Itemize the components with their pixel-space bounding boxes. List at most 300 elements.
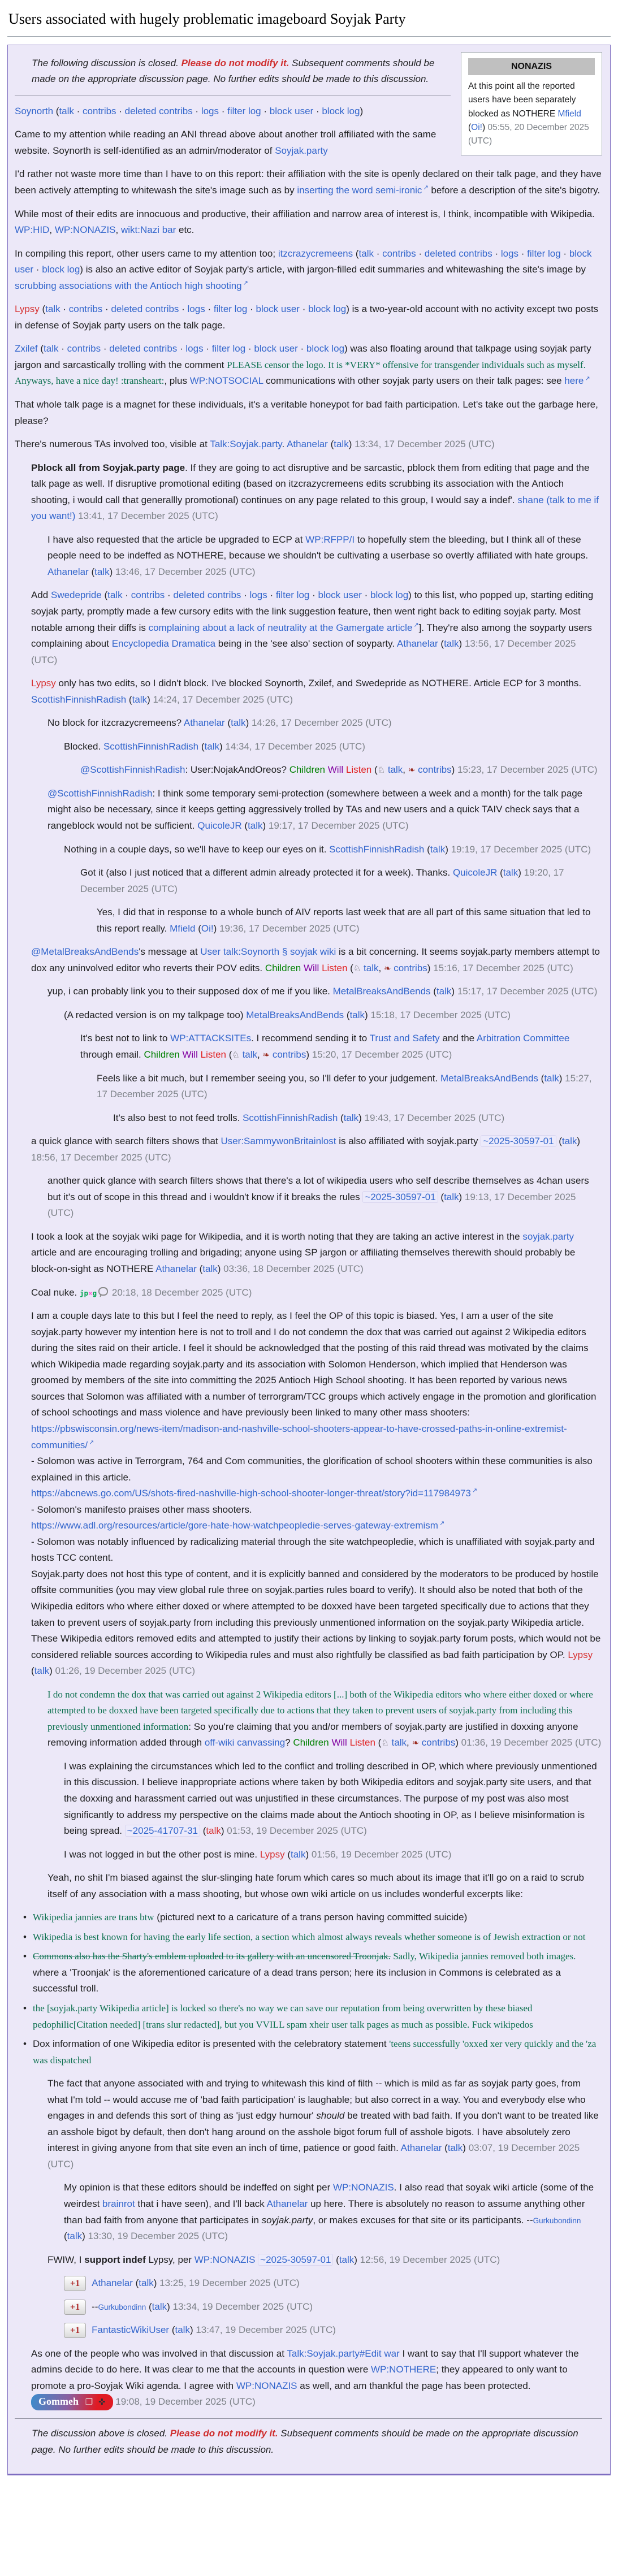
gommeh-signature-badge[interactable] [31, 2394, 113, 2410]
user-link[interactable]: Athanelar [396, 638, 438, 650]
user-tool-link[interactable]: deleted contribs [124, 105, 193, 116]
text: I was explaining the circumstances which led to the conflict and trolling described in OP, which where previously unmentioned in this discussion. I believe inappropriate actions where taken by both Wikipedia editors and soyjak.party site users, and that the doxxing and harassment carried out was unjustified in these circumstances. The purpose of my post was also most significantly to address my perspective on the claims made about the Antioch shooting in OP, as I believe misinformation is being spread. [64, 1760, 597, 1837]
discussion-post [31, 1229, 602, 1278]
timestamp: 20:18, 18 December 2025 (UTC) [111, 1287, 252, 1298]
user-link[interactable]: ScottishFinnishRadish [329, 843, 425, 855]
timestamp: 13:25, 19 December 2025 (UTC) [159, 2278, 300, 2289]
text: ( [196, 1263, 203, 1275]
user-tool-link[interactable]: logs [249, 590, 267, 601]
text: Dox information of one Wikipedia editor is presented with the celebratory statement [33, 2038, 390, 2050]
wiki-link[interactable]: talk [444, 638, 459, 650]
do-not-modify-text: Please do not modify it. [170, 2428, 278, 2439]
text: ) [49, 1665, 55, 1677]
separator: · [261, 105, 270, 116]
wiki-link[interactable]: talk [349, 1009, 365, 1020]
timestamp: 01:26, 19 December 2025 (UTC) [55, 1665, 196, 1677]
text: While most of their edits are innocuous and productive, their affiliation and narrow area of interest is, I think, incompatible with Wikipedia. [15, 208, 595, 219]
text: ( [40, 343, 44, 354]
leaf-icon[interactable]: ❧ [408, 765, 416, 776]
separator: · [116, 105, 125, 116]
wiki-link[interactable]: WP:NONAZIS [54, 224, 116, 236]
user-tool-link[interactable]: logs [500, 248, 519, 259]
text: Came to my attention while reading an ANI thread above about another troll affiliated with the same website. Soynorth is self-identified as an admin/moderator of [15, 129, 437, 156]
discussion-post [31, 460, 602, 525]
wiki-link[interactable]: talk [387, 764, 403, 776]
zebra-icon[interactable]: ♘ [377, 765, 386, 776]
zebra-icon[interactable]: ♘ [232, 1050, 240, 1060]
separator: · [247, 304, 256, 315]
text: Lypsy, per [145, 2254, 195, 2265]
text: I have also requested that the article be upgraded to ECP at [47, 534, 306, 545]
timestamp: 13:34, 19 December 2025 (UTC) [172, 2301, 313, 2312]
user-link[interactable]: Listen [345, 764, 372, 776]
user-link[interactable]: ScottishFinnishRadish [31, 694, 127, 705]
zebra-icon[interactable]: ♘ [381, 1738, 389, 1748]
temp-account-link[interactable]: ~2025-30597-01 [258, 2254, 333, 2266]
external-link[interactable]: scrubbing associations with the Antioch high shooting ↗ [15, 280, 248, 291]
zebra-icon[interactable]: ♘ [353, 963, 361, 973]
text: ) [365, 1009, 371, 1020]
leaf-icon[interactable]: ❧ [383, 963, 391, 973]
text: ( [424, 843, 430, 855]
text: - Solomon's manifesto praises other mass shooters. [31, 1504, 252, 1515]
user-tool-link[interactable]: contribs [68, 304, 103, 315]
wiki-link[interactable]: WP:NOTHERE [371, 2364, 437, 2375]
wiki-link[interactable]: talk [364, 962, 379, 973]
user-link[interactable]: MetalBreaksAndBends [246, 1009, 344, 1020]
wiki-link[interactable]: Talk:Soyjak.party [210, 439, 282, 450]
wiki-link[interactable]: talk [248, 820, 263, 831]
wiki-link[interactable]: @ScottishFinnishRadish [80, 764, 185, 776]
quoted-text: 'teens successfully 'oxxed xer very quickly and the 'za was dispatched [33, 2038, 597, 2066]
user-tool-link[interactable]: deleted contribs [111, 304, 179, 315]
user-link[interactable]: Lypsy [31, 678, 56, 689]
wiki-link[interactable]: Oi! [201, 923, 214, 934]
quote-bullet-item [15, 2036, 602, 2068]
leaf-icon[interactable]: ❧ [412, 1738, 420, 1748]
user-link[interactable]: Children [289, 764, 326, 776]
user-tool-link[interactable]: talk [45, 304, 60, 315]
user-tool-link[interactable]: contribs [131, 590, 165, 601]
text: etc. [176, 224, 195, 236]
wiki-link[interactable]: wikt:Nazi bar [120, 224, 176, 236]
temp-account-link[interactable]: ~2025-30597-01 [362, 1191, 438, 1203]
text: ) [408, 590, 412, 601]
text: ) [344, 343, 348, 354]
discussion-post [47, 1870, 602, 1902]
user-tool-link[interactable]: talk [107, 590, 123, 601]
timestamp: 13:46, 17 December 2025 (UTC) [115, 566, 256, 577]
page-title: Users associated with hugely problematic imageboard Soyjak Party [7, 6, 611, 37]
user-link[interactable]: Athanelar [92, 2278, 133, 2289]
quoted-text: Wikipedia jannies are trans btw [33, 1912, 154, 1923]
leaf-icon[interactable]: ❧ [262, 1050, 270, 1060]
text: ) [80, 264, 83, 275]
wiki-link[interactable]: talk [242, 1049, 258, 1060]
external-link[interactable]: https://www.adl.org/resources/article/gore-hate-how-watchpeopledie-serves-gateway-extremism ↗ [31, 1520, 444, 1531]
separator: · [297, 343, 306, 354]
user-tool-link[interactable]: talk [358, 248, 374, 259]
quote-bullet-item [15, 1910, 602, 1926]
user-tool-link[interactable]: deleted contribs [173, 590, 241, 601]
speech-bubble-icon[interactable] [98, 1287, 108, 1296]
wiki-link[interactable]: talk [436, 986, 452, 997]
user-tool-link[interactable]: filter log [227, 105, 261, 116]
text: ) [445, 843, 451, 855]
separator: · [179, 304, 188, 315]
user-link[interactable]: QuicoleJR [452, 867, 498, 878]
user-tool-link[interactable]: talk [44, 343, 59, 354]
text: ) [360, 105, 364, 116]
user-tool-link[interactable]: logs [201, 105, 219, 116]
user-link[interactable]: Lypsy [568, 1649, 593, 1660]
text: Add [31, 590, 51, 601]
divider-bottom [15, 2418, 602, 2419]
user-tool-link[interactable]: filter log [527, 248, 561, 259]
user-link[interactable]: Will [331, 1737, 347, 1748]
user-link[interactable]: ScottishFinnishRadish [103, 741, 199, 752]
separator: · [101, 343, 110, 354]
text: Blocked. [64, 741, 103, 752]
text: It's also best to not feed trolls. [113, 1112, 243, 1123]
user-link[interactable]: Athanelar [266, 2198, 308, 2210]
user-link[interactable]: Lypsy [15, 304, 40, 315]
text: ( [31, 1665, 34, 1677]
user-tool-link[interactable]: filter log [213, 304, 248, 315]
user-tool-link[interactable]: block user [318, 590, 362, 601]
separator: · [518, 248, 528, 259]
text: ) [459, 638, 465, 650]
text: (A redacted version is on my talkpage too) [64, 1009, 247, 1020]
user-link[interactable]: MetalBreaksAndBends [332, 986, 431, 997]
closed-notice-bottom [32, 2426, 597, 2458]
user-link[interactable]: Athanelar [155, 1263, 197, 1275]
italic-text: soyjak.party [261, 2214, 313, 2226]
user-link[interactable]: Gurkubondinn [533, 2216, 581, 2225]
user-link[interactable]: jp [80, 1288, 89, 1297]
wiki-link[interactable]: talk [94, 566, 110, 577]
wiki-link[interactable]: @MetalBreaksAndBends [31, 946, 139, 958]
timestamp: 01:36, 19 December 2025 (UTC) [461, 1737, 602, 1748]
discussion-post [80, 762, 602, 778]
user-link[interactable]: itzcrazycremeens [278, 248, 353, 259]
quote-bullet-item [15, 1949, 602, 1997]
discussion-post [47, 2252, 602, 2268]
discussion-post [31, 1285, 602, 1301]
timestamp: 03:36, 18 December 2025 (UTC) [223, 1263, 364, 1275]
separator: · [58, 343, 67, 354]
text: ( [333, 2254, 339, 2265]
wiki-link[interactable]: Soyjak.party [275, 145, 328, 156]
user-link[interactable]: Athanelar [47, 566, 89, 577]
bold-text: support indef [84, 2254, 146, 2265]
user-tool-link[interactable]: deleted contribs [424, 248, 492, 259]
separator: · [122, 590, 131, 601]
text: : I think some temporary semi-protection (somewhere between a week and a month) for the talk page might also be necessary, since it keeps getting aggressively trolled by TAs and new users and a quick TAIV check says that a rangeblock would not be sufficient. [47, 787, 583, 831]
user-tool-link[interactable]: block log [370, 590, 409, 601]
timestamp: 19:19, 17 December 2025 (UTC) [451, 843, 591, 855]
wiki-link[interactable]: @ScottishFinnishRadish [47, 787, 153, 799]
user-link[interactable]: Will [182, 1049, 198, 1060]
discussion-post [15, 397, 602, 429]
wiki-link[interactable]: WP:NONAZIS [236, 2380, 297, 2391]
discussion-post [15, 341, 602, 389]
wiki-link[interactable]: talk [339, 2254, 355, 2265]
text: ( [104, 590, 108, 601]
user-link[interactable]: Children [293, 1737, 329, 1748]
wiki-link[interactable]: User talk:Soynorth § soyjak wiki [200, 946, 336, 958]
wiki-link[interactable]: talk [175, 2324, 190, 2336]
user-link[interactable]: Mfield [558, 109, 581, 119]
wiki-link[interactable]: talk [132, 694, 148, 705]
user-tool-link[interactable]: logs [185, 343, 204, 354]
discussion-post [15, 246, 602, 295]
wiki-link[interactable]: talk [204, 741, 219, 752]
user-link[interactable]: Children [144, 1049, 180, 1060]
text: , plus [164, 375, 190, 387]
text: ( [226, 1049, 232, 1060]
discussion-post [31, 587, 602, 668]
user-tool-link[interactable]: filter log [211, 343, 246, 354]
user-link[interactable]: Children [265, 962, 301, 973]
user-tool-link[interactable]: block user [15, 248, 592, 275]
text: to hopefully stem the bleeding, but I think all of these people need to be indeffed as NOTHERE, because we shouldn't be cultivating a userbase so overtly affiliated with hate groups. [47, 534, 589, 561]
plus-one-badge[interactable]: +1 [64, 2300, 86, 2315]
text: ) [217, 1263, 224, 1275]
text: ( [375, 1737, 382, 1748]
wiki-link[interactable]: talk [343, 1112, 359, 1123]
text: is a two-year-old account with no activity except two posts in defense of Soyjak party users on the talk page. [15, 304, 599, 331]
text: ) [262, 820, 269, 831]
wiki-link[interactable]: contribs [272, 1049, 306, 1060]
text: ( [497, 867, 503, 878]
wiki-link[interactable]: talk [334, 439, 349, 450]
discussion-post [47, 715, 602, 731]
user-link[interactable]: Listen [200, 1049, 226, 1060]
text: ( [338, 1112, 344, 1123]
plus-one-badge[interactable]: +1 [64, 2323, 86, 2338]
wiki-link[interactable]: WP:NONAZIS [194, 2254, 256, 2265]
wiki-link[interactable]: brainrot [102, 2198, 135, 2210]
wiki-link[interactable]: WP:ATTACKSITEs [170, 1033, 252, 1044]
separator: · [416, 248, 425, 259]
timestamp: 19:13, 17 December 2025 (UTC) [47, 1191, 576, 1219]
wiki-link[interactable]: contribs [418, 764, 452, 776]
discussion-post [64, 2180, 602, 2244]
external-link[interactable]: complaining about a lack of neutrality at the Gamergate article ↗ [149, 622, 419, 633]
wiki-link[interactable]: talk [447, 2142, 463, 2154]
text: , or makes excuses for that site or its participants. -- [313, 2214, 533, 2226]
user-tool-link[interactable]: block log [308, 304, 347, 315]
text: Soyjak.party does not host this type of content, and it is explicitly banned and considered by the moderators to be produced by hostile offsite communities (you may view global rule three on soyjak.parties rules board to verify). It should also be noted that both of the Wikipedia editors who where either doxed or where attempted to be doxxed have been targeted specifically due to actions that they taken to prevent users of soyjak.party from including this previously unmentioned information on the soyjak.party Wikipedia article. These Wikipedia editors removed edits and attempted to justify their actions by linking to soyjak.party forum posts, which would not be considered reliable sources according to Wikipedia rules and must also rightfully be classified as bad faith participation by OP. [31, 1568, 601, 1660]
text: is also an active editor of Soyjak party's article, with jargon-filled edit summaries and whitewashing the site's image by [83, 264, 586, 275]
user-tool-link[interactable]: block user [256, 304, 300, 315]
user-link[interactable]: Will [303, 962, 319, 973]
wiki-link[interactable]: talk [34, 1665, 50, 1677]
discussion-post [15, 436, 602, 453]
user-link[interactable]: Listen [322, 962, 348, 973]
text: It's best not to link to [80, 1033, 171, 1044]
user-link[interactable]: g [92, 1288, 97, 1297]
text: ( [355, 248, 359, 259]
wiki-link[interactable]: contribs [421, 1737, 456, 1748]
wiki-link[interactable]: User:SammywonBritainlost [221, 1136, 336, 1147]
wiki-link[interactable]: soyjak.party [522, 1231, 574, 1242]
user-link[interactable]: Soynorth [15, 105, 54, 116]
quoted-text-struck: Commons also has the Sharty's emblem uploaded to its gallery with an uncensored Troonjak. [33, 1951, 391, 1962]
discussion-post [15, 206, 602, 239]
temp-account-link[interactable]: ~2025-41707-31 [125, 1825, 200, 1837]
separator: · [33, 264, 42, 275]
wiki-link[interactable]: Oi! [471, 122, 482, 132]
user-link[interactable]: Gurkubondinn [98, 2302, 146, 2311]
user-tool-link[interactable]: filter log [275, 590, 310, 601]
wiki-link[interactable]: talk [67, 2231, 83, 2242]
discussion-post [31, 676, 602, 708]
italic-text: The discussion above is closed. [32, 2428, 170, 2439]
external-link[interactable]: https://abcnews.go.com/US/shots-fired-nashville-high-school-shooter-longer-threat/story?id=117984973 ↗ [31, 1488, 477, 1499]
wiki-link[interactable]: WP:HID [15, 224, 50, 236]
user-tool-link[interactable]: block log [306, 343, 345, 354]
user-link[interactable]: QuicoleJR [197, 820, 242, 831]
user-link[interactable]: Zxilef [15, 343, 38, 354]
text: ( [64, 2231, 67, 2242]
external-link[interactable]: here ↗ [564, 375, 590, 386]
wiki-link[interactable]: Trust and Safety [369, 1033, 440, 1044]
discussion-post [15, 166, 602, 198]
timestamp: 15:27, 17 December 2025 (UTC) [97, 1072, 592, 1100]
wiki-link[interactable]: WP:NOTSOCIAL [189, 375, 263, 387]
wiki-link[interactable]: Talk:Soyjak.party#Edit war [287, 2348, 400, 2359]
text: ) [213, 923, 219, 934]
red-link[interactable]: talk [206, 1825, 221, 1837]
text: , [49, 224, 55, 236]
timestamp: 13:47, 19 December 2025 (UTC) [196, 2324, 336, 2336]
text: ( [284, 1848, 291, 1860]
timestamp: 15:23, 17 December 2025 (UTC) [457, 764, 598, 776]
user-link[interactable]: Will [327, 764, 344, 776]
user-link[interactable]: Athanelar [183, 717, 225, 729]
text: ( [55, 105, 59, 116]
wiki-link[interactable]: talk [231, 717, 246, 729]
text: , [115, 224, 121, 236]
wiki-link[interactable]: talk [544, 1072, 559, 1084]
separator: · [102, 304, 111, 315]
user-link[interactable]: Listen [349, 1737, 375, 1748]
user-tool-link[interactable]: contribs [67, 343, 101, 354]
user-link[interactable]: shane (talk to me if you want!) [31, 494, 599, 522]
text: ( [200, 1825, 206, 1837]
text: ) [221, 1825, 227, 1837]
user-link[interactable]: Athanelar [400, 2142, 442, 2154]
user-tool-link[interactable]: block user [269, 105, 314, 116]
user-tool-link[interactable]: block user [254, 343, 298, 354]
wiki-link[interactable]: talk [291, 1848, 306, 1860]
book-icon: ❐ [83, 2398, 93, 2408]
bold-text: Pblock all from Soyjak.party page [31, 462, 185, 473]
text: ( [327, 439, 334, 450]
user-link[interactable]: MetalBreaksAndBends [440, 1072, 538, 1084]
timestamp: 12:56, 19 December 2025 (UTC) [360, 2254, 500, 2265]
user-tool-link[interactable]: deleted contribs [109, 343, 178, 354]
timestamp: 15:20, 17 December 2025 (UTC) [312, 1049, 452, 1060]
text: yup, i can probably link you to their supposed dox of me if you like. [47, 986, 333, 997]
user-tool-link[interactable]: block log [42, 264, 80, 275]
wiki-link[interactable]: talk [561, 1136, 577, 1147]
wiki-link[interactable]: talk [391, 1737, 407, 1748]
text: 's message at [139, 946, 201, 958]
text: - Solomon was active in Terrorgram, 764 and Com communities, the glorification of school shooters within these communities is also explained in this article. [31, 1456, 593, 1483]
wiki-link[interactable]: Arbitration Committee [476, 1033, 570, 1044]
external-link[interactable]: https://pbswisconsin.org/news-item/madison-and-nashville-school-shooters-appear-to-have-crossed-paths-in-online-extremist-communities/ ↗ [31, 1423, 567, 1451]
wiki-link[interactable]: WP:NONAZIS [333, 2182, 394, 2193]
user-link[interactable]: Swedepride [50, 590, 102, 601]
text: : So you're claiming that you and/or members of soyjak.party are justified in doxxing anyone removing information added through [47, 1721, 578, 1748]
user-link[interactable]: Athanelar [287, 439, 328, 450]
separator: · [313, 105, 322, 116]
text: ) [354, 2254, 360, 2265]
wiki-link[interactable]: talk [139, 2278, 154, 2289]
user-link[interactable]: ScottishFinnishRadish [243, 1112, 338, 1123]
text: ( [198, 741, 205, 752]
text: ) [427, 962, 434, 973]
user-link[interactable]: × [88, 1288, 93, 1297]
user-tool-link[interactable]: talk [59, 105, 74, 116]
user-tool-link[interactable]: contribs [382, 248, 416, 259]
wiki-link[interactable]: WP:RFPP/I [305, 534, 355, 545]
text: ) [189, 2324, 196, 2336]
discussion-thread [15, 103, 602, 2410]
nonazis-header: NONAZIS [468, 58, 595, 76]
user-link[interactable]: Lypsy [260, 1848, 285, 1860]
user-link[interactable]: FantasticWikiUser [92, 2324, 170, 2336]
text: ) [451, 764, 457, 776]
user-tool-link[interactable]: contribs [83, 105, 116, 116]
text: I took a look at the soyjak wiki page for Wikipedia, and it is worth noting that they are taking an active interest in the [31, 1231, 523, 1242]
wiki-link[interactable]: talk [152, 2301, 167, 2312]
wiki-link[interactable]: talk [444, 1191, 459, 1202]
user-tool-link[interactable]: block log [322, 105, 360, 116]
quoted-text: Wikipedia is best known for having the early life section, a section which almost always reveals whether someone is of Jewish extraction or not [33, 1931, 586, 1942]
wiki-link[interactable]: talk [503, 867, 518, 878]
wiki-link[interactable]: Encyclopedia Dramatica [111, 638, 216, 650]
wiki-link[interactable]: contribs [394, 962, 427, 973]
text: The fact that anyone associated with and trying to whitewash this kind of filth -- which is mild as far as soyjak party goes, from what I'm told -- would accuse me of 'bad faith participation' is laughable; but also correct in a way. You and everybody else who engages in and defends this sort of thing as 'just edgy humour' [47, 2078, 586, 2122]
temp-account-link[interactable]: ~2025-30597-01 [481, 1135, 556, 1147]
quoted-text: Sadly, Wikipedia jannies removed both images. [393, 1951, 576, 1962]
italic-text: Subsequent comments should be made on the appropriate discussion page. No further edits should be made to this discussion. [32, 57, 435, 85]
text: ) [451, 986, 457, 997]
text: . I recommend sending it to [251, 1033, 370, 1044]
wiki-link[interactable]: talk [430, 843, 446, 855]
text: Coal nuke. [31, 1287, 80, 1298]
discussion-post [47, 984, 602, 1000]
text: At this point all the reported users have been separately blocked as NOTHERE [468, 81, 576, 119]
user-tool-link[interactable]: logs [187, 304, 205, 315]
timestamp: 19:36, 17 December 2025 (UTC) [219, 923, 360, 934]
wiki-link[interactable]: talk [202, 1263, 218, 1275]
external-link[interactable]: inserting the word semi-ironic ↗ [297, 185, 428, 196]
text: ]. They're also among the soyparty users complaining about [31, 622, 592, 650]
text: through email. [80, 1049, 144, 1060]
timestamp: 15:16, 17 December 2025 (UTC) [433, 962, 573, 973]
quoted-text: I do not condemn the dox that was carried out against 2 Wikipedia editors [...] both of the Wikipedia editors who where either doxed or where attempted to be doxxed have been targeted specifically due to actions that they taken to prevent users of soyjak.party from including this previously unmentioned information [47, 1689, 593, 1732]
user-link[interactable]: Mfield [170, 923, 196, 934]
wiki-link[interactable]: off-wiki canvassing [204, 1737, 286, 1748]
italic-text: The following discussion is closed. [32, 57, 181, 68]
plus-one-badge[interactable]: +1 [64, 2276, 86, 2291]
text: ( [88, 566, 95, 577]
